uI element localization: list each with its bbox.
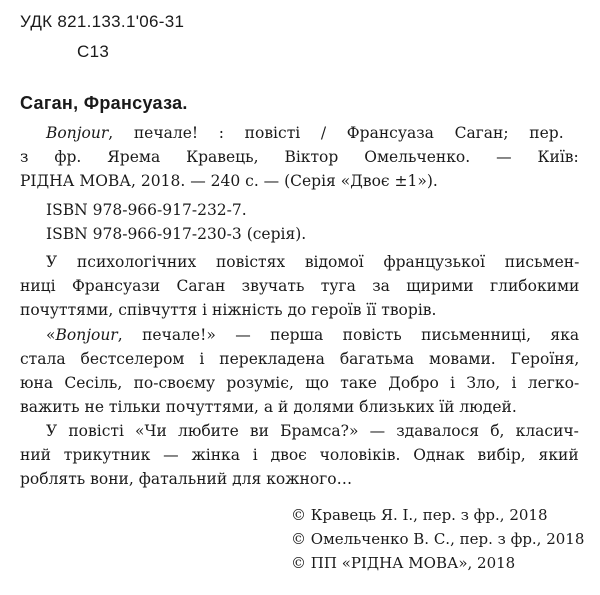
copyright-line: © Кравець Я. І., пер. з фр., 2018 — [291, 506, 548, 524]
annotation-line: роблять вони, фатальний для кожного… — [20, 470, 353, 488]
bibliographic-line-2: з фр. Ярема Кравець, Віктор Омельченко. — Київ: — [20, 148, 579, 166]
annotation-line: важить не тільки почуттями, а й долями близьких їй людей. — [20, 398, 517, 416]
annotation-line: почуттями, співчуття і ніжність до героїв її творів. — [20, 301, 437, 319]
annotation-line-rest: , печале!» — перша повість письменниці, яка — [117, 326, 580, 344]
udk-code: УДК 821.133.1'06-31 — [20, 12, 185, 31]
quote-open: « — [46, 326, 56, 344]
author-code: С13 — [77, 42, 110, 61]
annotation-line: У психологічних повістях відомої французької письмен- — [46, 253, 580, 271]
annotation-line: ний трикутник — жінка і двоє чоловіків. Однак вибір, який — [20, 446, 579, 464]
annotation-line — [46, 326, 579, 344]
bibliographic-line-3: РІДНА МОВА, 2018. — 240 с. — (Серія «Двоє ±1»). — [20, 172, 438, 190]
title-italic: Bonjour — [55, 326, 118, 344]
author-heading: Саган, Франсуаза. — [20, 93, 188, 113]
annotation-line: ниці Франсуази Саган звучать туга за щирими глибокими — [20, 277, 580, 295]
annotation-line: юна Сесіль, по-своєму розуміє, що таке Добро і Зло, і легко- — [20, 374, 580, 392]
annotation-line: У повісті «Чи любите ви Брамса?» — здавалося б, класич- — [46, 422, 579, 440]
copyright-line: © ПП «РІДНА МОВА», 2018 — [291, 554, 516, 572]
isbn-book: ISBN 978-966-917-232-7. — [46, 201, 247, 219]
isbn-series: ISBN 978-966-917-230-3 (серія). — [46, 225, 307, 243]
bibliographic-line-1-rest: , печале! : повісті / Франсуаза Саган; пер. — [108, 124, 564, 142]
title-italic: Bonjour — [46, 124, 109, 142]
copyright-line: © Омельченко В. С., пер. з фр., 2018 — [291, 530, 585, 548]
bibliographic-line-1 — [46, 124, 579, 142]
annotation-line: стала бестселером і перекладена багатьма мовами. Героїня, — [20, 350, 580, 368]
